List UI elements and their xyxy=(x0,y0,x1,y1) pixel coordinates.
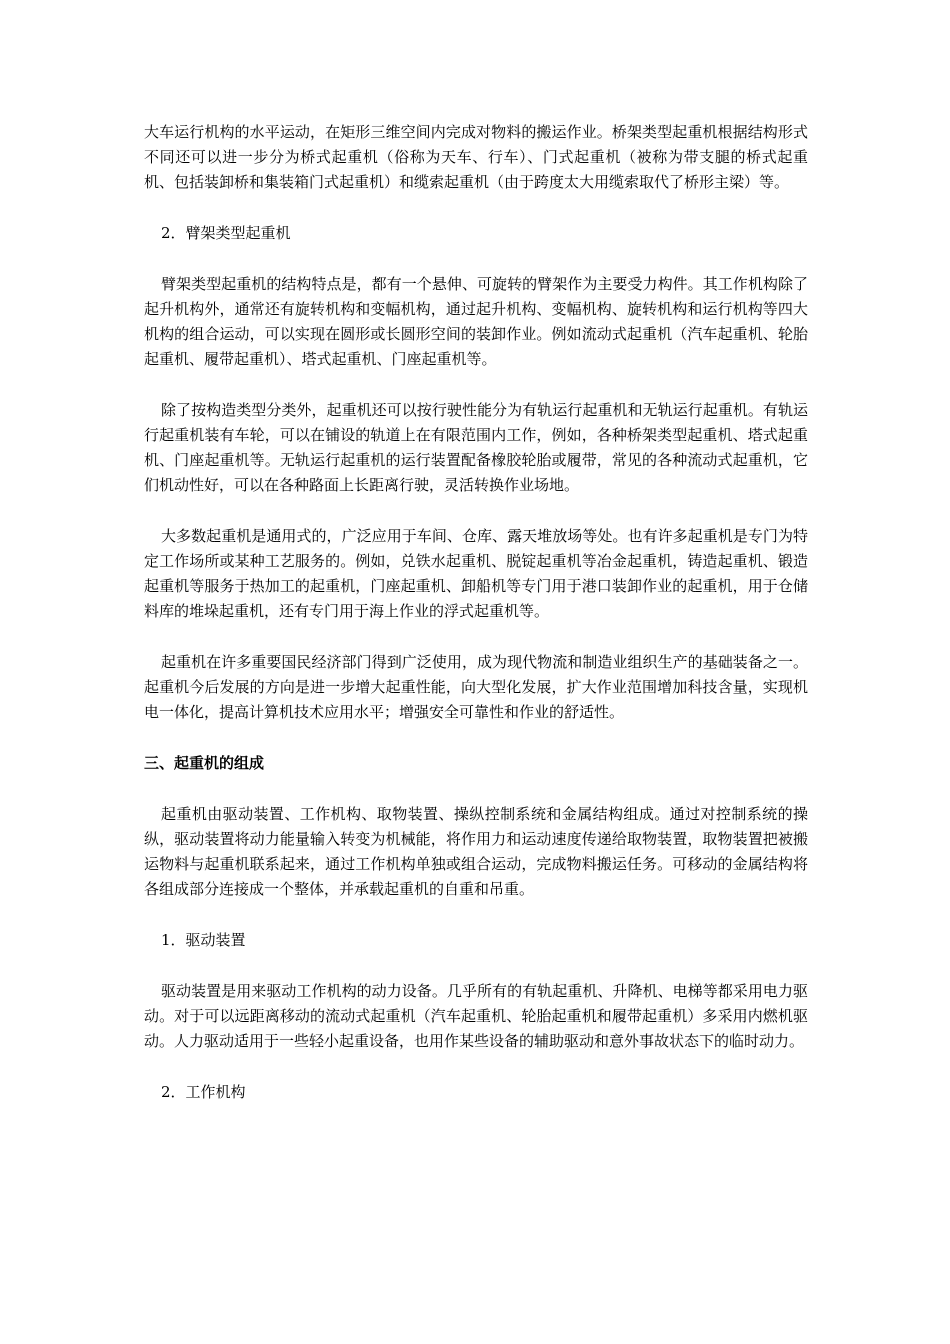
subheading-boom-crane: 2．臂架类型起重机 xyxy=(161,224,291,242)
subheading-working-mechanism: 2．工作机构 xyxy=(161,1083,246,1101)
section-heading-composition: 三、起重机的组成 xyxy=(144,754,265,772)
subheading-drive-unit: 1．驱动装置 xyxy=(161,931,246,949)
paragraph-development: 起重机在许多重要国民经济部门得到广泛使用，成为现代物流和制造业组织生产的基础装备之一。起重机今后发展的方向是进一步增大起重性能，向大型化发展，扩大作业范围增加科技含量，实现机电一体化，提高计算机技术应用水平；增强安全可靠性和作业的舒适性。 xyxy=(144,653,808,721)
paragraph-travel-classification: 除了按构造类型分类外，起重机还可以按行驶性能分为有轨运行起重机和无轨运行起重机。有轨运行起重机装有车轮，可以在铺设的轨道上在有限范围内工作，例如，各种桥架类型起重机、塔式起重机、门座起重机等。无轨运行起重机的运行装置配备橡胶轮胎或履带，常见的各种流动式起重机，它们机动性好，可以在各种路面上长距离行驶，灵活转换作业场地。 xyxy=(144,401,808,494)
paragraph-general-purpose: 大多数起重机是通用式的，广泛应用于车间、仓库、露天堆放场等处。也有许多起重机是专门为特定工作场所或某种工艺服务的。例如，兑铁水起重机、脱锭起重机等冶金起重机，铸造起重机、锻造起重机等服务于热加工的起重机，门座起重机、卸船机等专门用于港口装卸作业的起重机，用于仓储料库的堆垛起重机，还有专门用于海上作业的浮式起重机等。 xyxy=(144,527,808,620)
paragraph-boom-crane-features: 臂架类型起重机的结构特点是，都有一个悬伸、可旋转的臂架作为主要受力构件。其工作机构除了起升机构外，通常还有旋转机构和变幅机构，通过起升机构、变幅机构、旋转机构和运行机构等四大机构的组合运动，可以实现在圆形或长圆形空间的装卸作业。例如流动式起重机（汽车起重机、轮胎起重机、履带起重机）、塔式起重机、门座起重机等。 xyxy=(144,275,808,368)
paragraph-continued: 大车运行机构的水平运动，在矩形三维空间内完成对物料的搬运作业。桥架类型起重机根据结构形式不同还可以进一步分为桥式起重机（俗称为天车、行车）、门式起重机（被称为带支腿的桥式起重机、包括装卸桥和集装箱门式起重机）和缆索起重机（由于跨度太大用缆索取代了桥形主梁）等。 xyxy=(144,123,808,191)
paragraph-composition: 起重机由驱动装置、工作机构、取物装置、操纵控制系统和金属结构组成。通过对控制系统的操纵，驱动装置将动力能量输入转变为机械能，将作用力和运动速度传递给取物装置，取物装置把被搬运物料与起重机联系起来，通过工作机构单独或组合运动，完成物料搬运任务。可移动的金属结构将各组成部分连接成一个整体，并承载起重机的自重和吊重。 xyxy=(144,805,808,898)
document-page xyxy=(144,120,808,1105)
paragraph-drive-unit: 驱动装置是用来驱动工作机构的动力设备。几乎所有的有轨起重机、升降机、电梯等都采用电力驱动。对于可以远距离移动的流动式起重机（汽车起重机、轮胎起重机和履带起重机）多采用内燃机驱动。人力驱动适用于一些轻小起重设备，也用作某些设备的辅助驱动和意外事故状态下的临时动力。 xyxy=(144,982,808,1050)
